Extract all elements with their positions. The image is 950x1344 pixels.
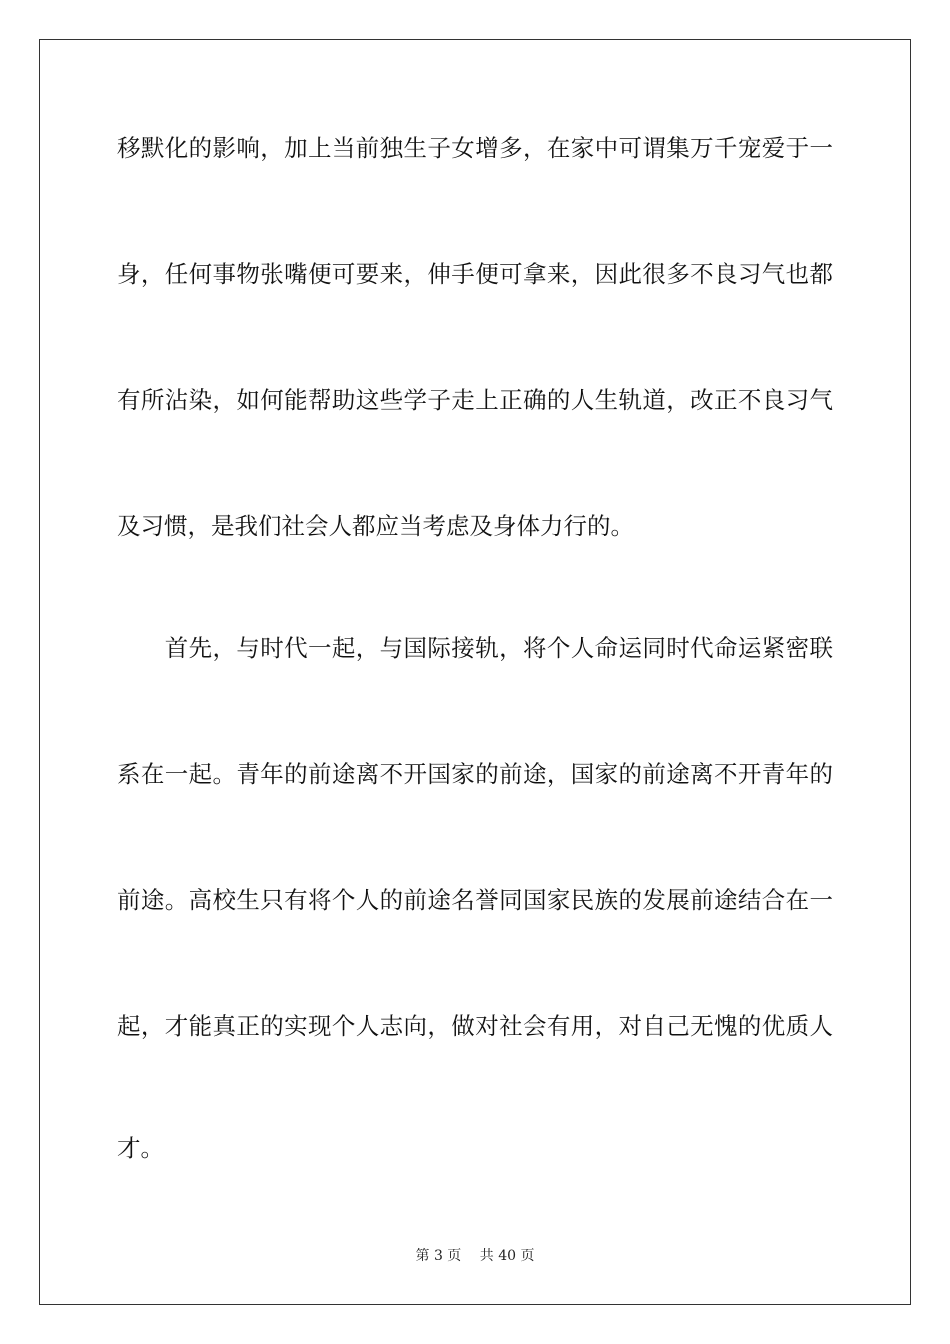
page-number-footer: 第 3 页 共 40 页 <box>415 1248 535 1264</box>
body-line-2: 身，任何事物张嘴便可要来，伸手便可拿来，因此很多不良习气也都 <box>117 260 833 288</box>
body-line-1: 移默化的影响，加上当前独生子女增多，在家中可谓集万千宠爱于一 <box>117 134 833 162</box>
body-line-5: 首先，与时代一起，与国际接轨，将个人命运同时代命运紧密联 <box>117 634 833 662</box>
body-line-8: 起，才能真正的实现个人志向，做对社会有用，对自己无愧的优质人 <box>117 1012 833 1040</box>
body-line-6: 系在一起。青年的前途离不开国家的前途，国家的前途离不开青年的 <box>117 760 833 788</box>
body-line-3: 有所沾染，如何能帮助这些学子走上正确的人生轨道，改正不良习气 <box>117 386 833 414</box>
body-line-4: 及习惯，是我们社会人都应当考虑及身体力行的。 <box>117 512 634 540</box>
body-line-9: 才。 <box>117 1134 164 1162</box>
body-line-7: 前途。高校生只有将个人的前途名誉同国家民族的发展前途结合在一 <box>117 886 833 914</box>
page-border <box>39 39 911 1305</box>
